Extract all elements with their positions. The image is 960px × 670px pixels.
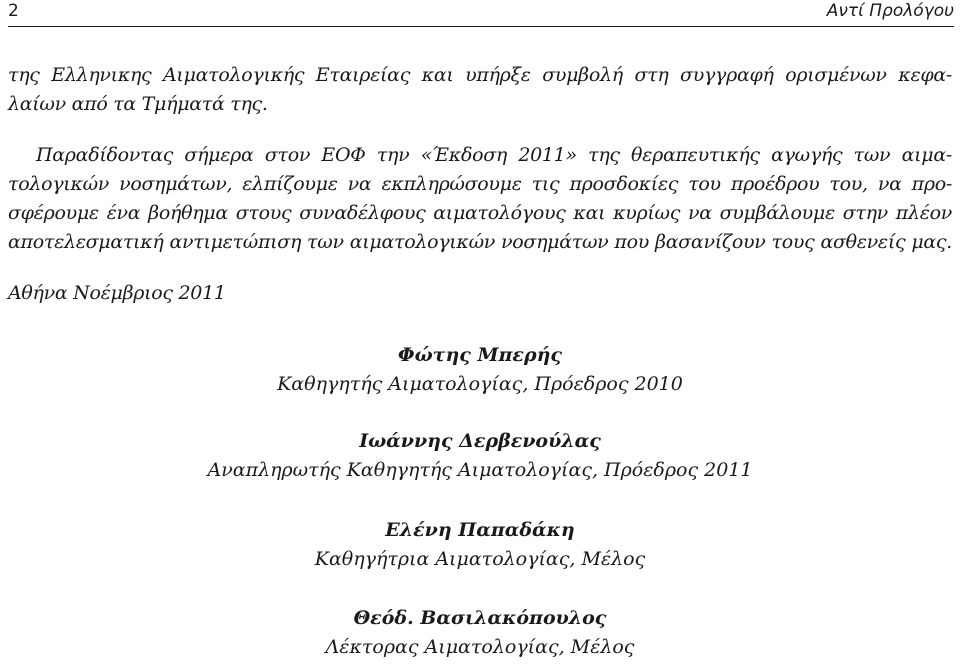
paragraph-2-line-1: Παραδίδοντας σήμερα στον ΕΟΦ την «Έκδοση 2011» της θεραπευτικής αγωγής των αιμα-	[36, 144, 952, 166]
signatory-block-3	[0, 519, 960, 570]
page-number: 2	[8, 1, 19, 21]
signatory-name: Ιωάννης Δερβενούλας	[359, 430, 601, 452]
signatory-block-4	[0, 607, 960, 658]
paragraph-1-line-1: της Ελληνικης Αιματολογικής Εταιρείας και υπήρξε συμβολή στη συγγραφή ορισμένων κεφα-	[8, 64, 952, 86]
signatory-title: Αναπληρωτής Καθηγητής Αιματολογίας, Πρόεδρος 2011	[207, 459, 753, 481]
paragraph-1-line-2: λαίων από τα Τμήματά της.	[8, 93, 268, 115]
paragraph-2-line-3: σφέρουμε ένα βοήθημα στους συναδέλφους αιματολόγους και κυρίως να συμβάλουμε στην πλέον	[8, 202, 952, 224]
signatory-title: Καθηγητής Αιματολογίας, Πρόεδρος 2010	[277, 373, 683, 395]
signatory-block-2	[0, 430, 960, 481]
paragraph-2-line-4: αποτελεσματική αντιμετώπιση των αιματολογικών νοσημάτων που βασανίζουν τους ασθενείς μας.	[8, 231, 952, 253]
signatory-name: Θεόδ. Βασιλακόπουλος	[353, 607, 607, 629]
place-date: Αθήνα Νοέμβριος 2011	[8, 282, 226, 304]
signatory-name: Ελένη Παπαδάκη	[385, 519, 575, 541]
signatory-block-1	[0, 344, 960, 395]
signatory-title: Λέκτορας Αιματολογίας, Μέλος	[325, 636, 635, 658]
signatory-title: Καθηγήτρια Αιματολογίας, Μέλος	[314, 548, 646, 570]
page-header	[8, 0, 954, 27]
paragraph-2-line-2: τολογικών νοσημάτων, ελπίζουμε να εκπληρώσουμε τις προσδοκίες του προέδρου του, να προ-	[8, 173, 952, 195]
signatory-name: Φώτης Μπερής	[398, 344, 562, 366]
running-title: Αντί Προλόγου	[826, 1, 954, 21]
